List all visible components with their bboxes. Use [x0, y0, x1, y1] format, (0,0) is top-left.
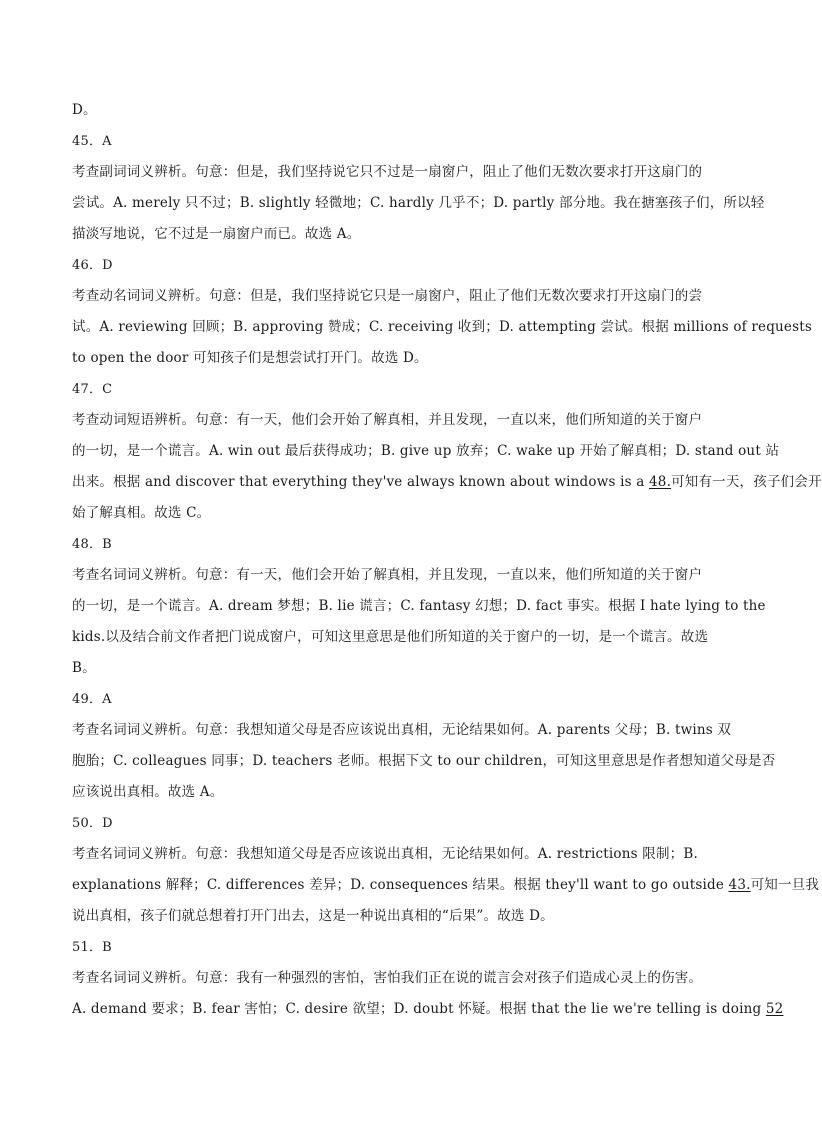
explanation-line: 胞胎；C. colleagues 同事；D. teachers 老师。根据下文 to our children，可知这里意思是作者想知道父母是否 [72, 753, 776, 769]
explanation-line: 始了解真相。故选 C。 [72, 505, 211, 521]
explanation-line: 的一切，是一个谎言。A. dream 梦想；B. lie 谎言；C. fantasy 幻想；D. fact 事实。根据 I hate lying to the [72, 598, 766, 614]
explanation-line: 考查名词词义辨析。句意：我想知道父母是否应该说出真相，无论结果如何。A. parents 父母；B. twins 双 [72, 722, 732, 738]
line-text: 可知一旦我 [750, 877, 820, 893]
explanation-line: 描淡写地说，它不过是一扇窗户而已。故选 A。 [72, 226, 361, 242]
question-number: 49．A [72, 692, 112, 707]
explanation-line: 的一切，是一个谎言。A. win out 最后获得成功；B. give up 放弃；C. wake up 开始了解真相；D. stand out 站 [72, 443, 780, 459]
question-number: 47．C [72, 382, 113, 397]
line-text: explanations 解释；C. differences 差异；D. consequences 结果。根据 they'll want to go outside [72, 877, 729, 893]
question-number: 48．B [72, 537, 112, 552]
line-text: 可知有一天，孩子们会开 [671, 474, 822, 490]
explanation-line: to open the door 可知孩子们是想尝试打开门。故选 D。 [72, 350, 428, 366]
explanation-line: 考查副词词义辨析。句意：但是，我们坚持说它只不过是一扇窗户，阻止了他们无数次要求打开这扇门的 [72, 164, 703, 180]
line-text: 出来。根据 and discover that everything they've always known about windows is a [72, 474, 649, 490]
explanation-line: 说出真相，孩子们就总想着打开门出去，这是一种说出真相的“后果”。故选 D。 [72, 908, 554, 924]
explanation-line: 尝试。A. merely 只不过；B. slightly 轻微地；C. hardly 几乎不；D. partly 部分地。我在搪塞孩子们，所以轻 [72, 195, 765, 211]
question-number: 51．B [72, 940, 112, 955]
question-number: 46．D [72, 258, 113, 273]
explanation-line: 应该说出真相。故选 A。 [72, 784, 224, 800]
blank-reference: 43. [728, 877, 751, 893]
explanation-line: D。 [72, 102, 97, 118]
explanation-line: 试。A. reviewing 回顾；B. approving 赞成；C. receiving 收到；D. attempting 尝试。根据 millions of requests [72, 319, 813, 335]
explanation-line [72, 870, 820, 901]
explanation-line [72, 467, 822, 498]
blank-reference: 48. [648, 474, 672, 490]
explanation-line: 考查名词词义辨析。句意：我有一种强烈的害怕，害怕我们正在说的谎言会对孩子们造成心灵上的伤害。 [72, 970, 703, 986]
explanation-line: kids.以及结合前文作者把门说成窗户，可知这里意思是他们所知道的关于窗户的一切，是一个谎言。故选 [72, 629, 709, 645]
document-page [72, 95, 822, 1025]
line-text: A. demand 要求；B. fear 害怕；C. desire 欲望；D. doubt 怀疑。根据 that the lie we're telling is doing [72, 1001, 766, 1017]
explanation-line: 考查动名词词义辨析。句意：但是，我们坚持说它只是一扇窗户，阻止了他们无数次要求打开这扇门的尝 [72, 288, 703, 304]
explanation-line: 考查动词短语辨析。句意：有一天，他们会开始了解真相，并且发现，一直以来，他们所知道的关于窗户 [72, 412, 703, 428]
explanation-line [72, 994, 784, 1025]
explanation-line: 考查名词词义辨析。句意：有一天，他们会开始了解真相，并且发现，一直以来，他们所知道的关于窗户 [72, 567, 703, 583]
explanation-line: 考查名词词义辨析。句意：我想知道父母是否应该说出真相，无论结果如何。A. restrictions 限制；B. [72, 846, 698, 862]
blank-reference: 52 [765, 1001, 784, 1017]
explanation-line: B。 [72, 660, 96, 676]
question-number: 50．D [72, 816, 113, 831]
question-number: 45．A [72, 134, 112, 149]
